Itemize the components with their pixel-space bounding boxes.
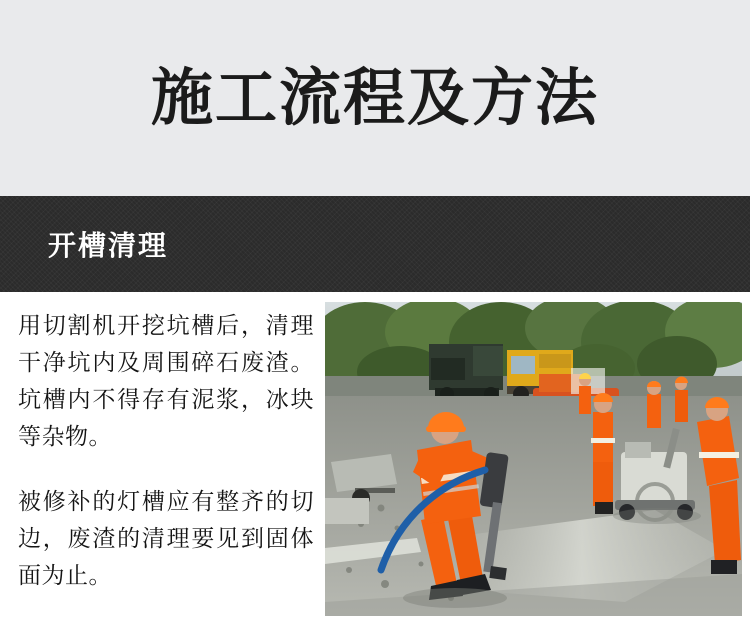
- section-title: 开槽清理: [48, 229, 169, 262]
- body-text-column: [18, 308, 314, 595]
- paragraph-2: 被修补的灯槽应有整齐的切边，废渣的清理要见到固体面为止。: [18, 489, 314, 589]
- page-title: 施工流程及方法: [150, 61, 599, 134]
- content-area: [0, 292, 750, 626]
- section-header-bar: [0, 196, 750, 292]
- paragraph-1: 用切割机开挖坑槽后，清理干净坑内及周围碎石废渣。坑槽内不得存有泥浆，冰块等杂物。: [18, 313, 314, 450]
- construction-site-photo: [325, 302, 742, 616]
- header-band: [0, 0, 750, 196]
